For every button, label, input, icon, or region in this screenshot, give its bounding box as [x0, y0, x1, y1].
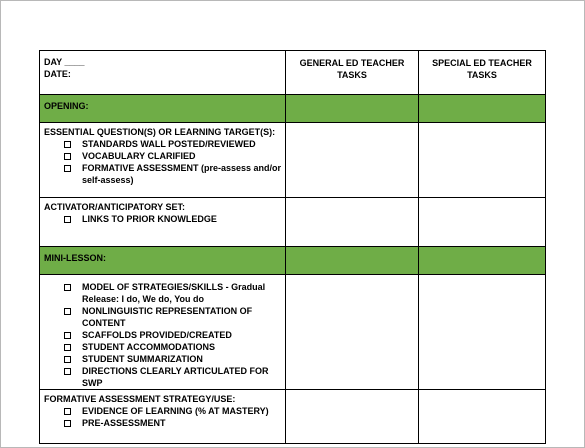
special-ed-header [419, 51, 546, 95]
checkbox-icon[interactable] [64, 216, 71, 223]
checkbox-icon[interactable] [64, 284, 71, 291]
mini-lesson-general-cell[interactable] [286, 247, 419, 275]
strategies-special-cell[interactable] [419, 275, 546, 390]
mini-lesson-row [40, 247, 546, 275]
strategies-row [40, 275, 546, 390]
checklist-item-continuation: self-assess) [82, 175, 134, 185]
activator-row [40, 198, 546, 247]
checkbox-icon[interactable] [64, 141, 71, 148]
activator-cell [40, 198, 286, 247]
checkbox-icon[interactable] [64, 344, 71, 351]
checkbox-icon[interactable] [64, 332, 71, 339]
checklist-item: DIRECTIONS CLEARLY ARTICULATED FOR SWP [44, 365, 285, 389]
checkbox-icon[interactable] [64, 153, 71, 160]
checkbox-icon[interactable] [64, 368, 71, 375]
opening-special-cell[interactable] [419, 95, 546, 123]
general-ed-header-label: GENERAL ED TEACHER TASKS [299, 58, 405, 80]
checkbox-icon[interactable] [64, 420, 71, 427]
general-ed-header [286, 51, 419, 95]
checklist-item: SCAFFOLDS PROVIDED/CREATED [44, 329, 285, 341]
strategies-checklist [44, 281, 285, 389]
checklist-item: MODEL OF STRATEGIES/SKILLS - Gradual [44, 281, 285, 293]
checklist-item: EVIDENCE OF LEARNING (% AT MASTERY) [44, 405, 285, 417]
activator-special-cell[interactable] [419, 198, 546, 247]
checklist-item: PRE-ASSESSMENT [44, 417, 285, 429]
essential-question-cell [40, 123, 286, 198]
checklist-item: STANDARDS WALL POSTED/REVIEWED [44, 138, 285, 150]
opening-general-cell[interactable] [286, 95, 419, 123]
day-date-cell [40, 51, 286, 95]
checklist-item: FORMATIVE ASSESSMENT (pre-assess and/or [44, 162, 285, 174]
opening-row [40, 95, 546, 123]
checklist-item: NONLINGUISTIC REPRESENTATION OF CONTENT [44, 305, 285, 329]
mini-lesson-special-cell[interactable] [419, 247, 546, 275]
lesson-plan-table [39, 50, 546, 444]
special-ed-header-line1: SPECIAL ED TEACHER [432, 58, 532, 68]
special-ed-header-line2: TASKS [467, 70, 497, 80]
checklist-item-continuation: Release: I do, We do, You do [82, 294, 205, 304]
checkbox-icon[interactable] [64, 308, 71, 315]
formative-checklist [44, 405, 285, 429]
mini-lesson-label: MINI-LESSON: [40, 247, 286, 275]
formative-special-cell[interactable] [419, 390, 546, 444]
activator-title: ACTIVATOR/ANTICIPATORY SET: [44, 202, 186, 212]
checklist-item: STUDENT SUMMARIZATION [44, 353, 285, 365]
formative-title: FORMATIVE ASSESSMENT STRATEGY/USE: [44, 394, 236, 404]
strategies-general-cell[interactable] [286, 275, 419, 390]
formative-row [40, 390, 546, 444]
essential-special-cell[interactable] [419, 123, 546, 198]
checkbox-icon[interactable] [64, 408, 71, 415]
essential-checklist [44, 138, 285, 186]
activator-general-cell[interactable] [286, 198, 419, 247]
formative-general-cell[interactable] [286, 390, 419, 444]
checkbox-icon[interactable] [64, 356, 71, 363]
day-label: DAY ____ [44, 57, 85, 67]
checkbox-icon[interactable] [64, 165, 71, 172]
table-header-row [40, 51, 546, 95]
essential-question-row [40, 123, 546, 198]
checklist-item: STUDENT ACCOMMODATIONS [44, 341, 285, 353]
checklist-item: LINKS TO PRIOR KNOWLEDGE [44, 213, 285, 225]
checklist-item: VOCABULARY CLARIFIED [44, 150, 285, 162]
opening-label: OPENING: [40, 95, 286, 123]
activator-checklist [44, 213, 285, 225]
date-label: DATE: [44, 69, 71, 79]
essential-question-title: ESSENTIAL QUESTION(S) OR LEARNING TARGET(S): [44, 127, 276, 137]
formative-cell [40, 390, 286, 444]
essential-general-cell[interactable] [286, 123, 419, 198]
strategies-cell [40, 275, 286, 390]
